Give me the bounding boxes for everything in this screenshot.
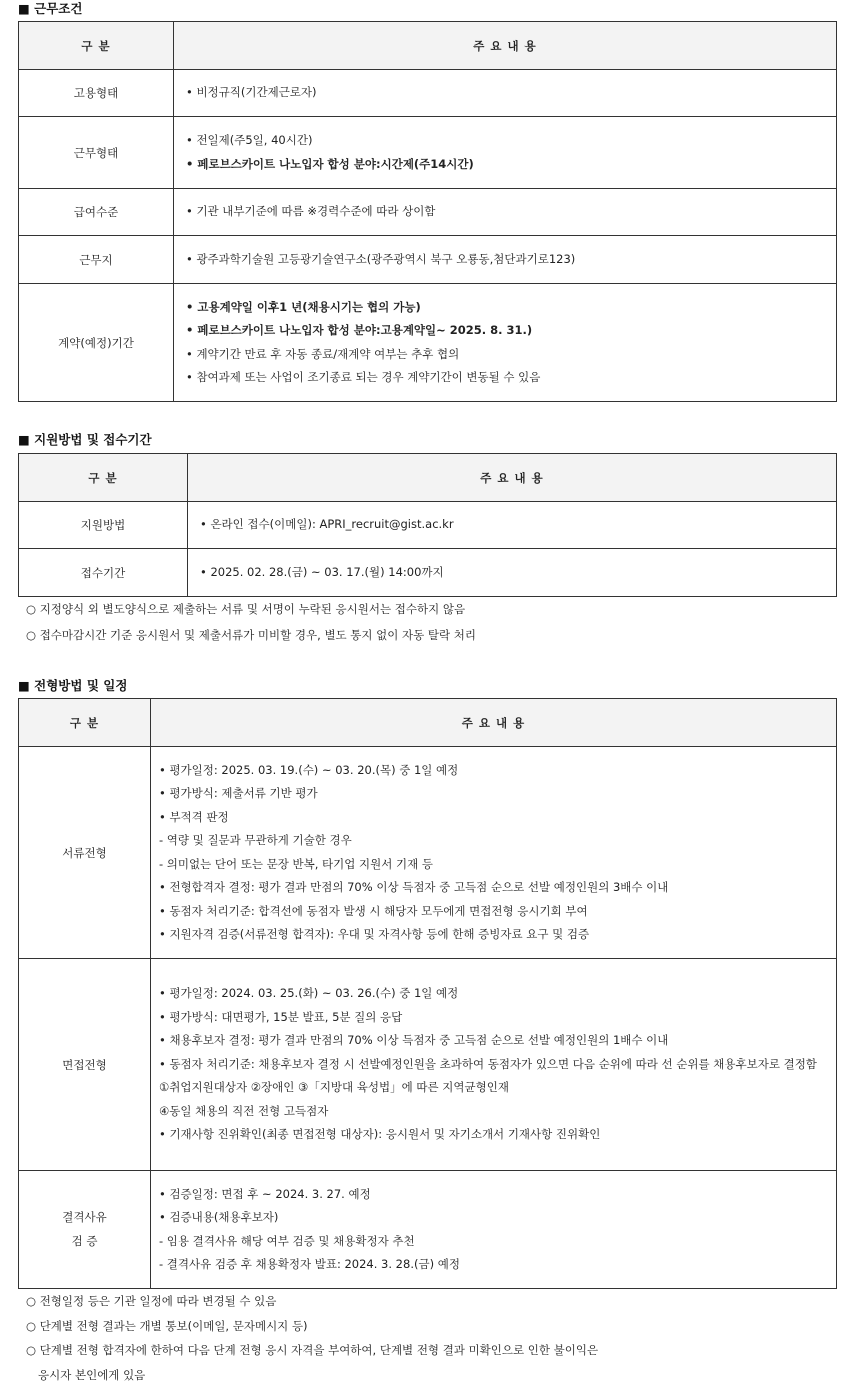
content-line: • 계약기간 만료 후 자동 종료/재계약 여부는 추후 협의 — [186, 346, 460, 361]
content-line: • 페로브스카이트 나노입자 합성 분야:고용계약일~ 2025. 8. 31.) — [186, 323, 533, 337]
content-line: - 의미없는 단어 또는 문장 반복, 타기업 지원서 기재 등 — [159, 856, 433, 871]
row-label: 서류전형 — [19, 747, 151, 959]
table-row — [19, 549, 837, 597]
table-row — [19, 959, 837, 1171]
content-line: • 동점자 처리기준: 채용후보자 결정 시 선발예정인원을 초과하여 동점자가 있으면 다음 순위에 따라 선 순위를 채용후보자로 결정함 — [159, 1056, 817, 1071]
note-item: ○ 단계별 전형 합격자에 한하여 다음 단계 전형 응시 자격을 부여하여, 단계별 전형 결과 미확인으로 인한 불이익은 — [26, 1343, 599, 1357]
table-header-row — [19, 699, 837, 747]
content-line: • 2025. 02. 28.(금) ~ 03. 17.(월) 14:00까지 — [200, 564, 444, 579]
row-content — [188, 502, 837, 549]
note-item: 응시자 본인에게 있음 — [38, 1368, 146, 1382]
content-line: • 온라인 접수(이메일): APRI_recruit@gist.ac.kr — [200, 517, 454, 532]
note-item: ○ 접수마감시간 기준 응시원서 및 제출서류가 미비할 경우, 별도 통지 없이 자동 탈락 처리 — [26, 628, 477, 642]
content-line: - 임용 결격사유 해당 여부 검증 및 채용확정자 추천 — [159, 1233, 415, 1248]
note-item: ○ 단계별 전형 결과는 개별 통보(이메일, 문자메시지 등) — [26, 1319, 308, 1333]
content-line: • 전일제(주5일, 40시간) — [186, 133, 313, 147]
content-line: • 채용후보자 결정: 평가 결과 만점의 70% 이상 득점자 중 고득점 순으로 선발 예정인원의 1배수 이내 — [159, 1033, 669, 1048]
content-line: • 페로브스카이트 나노입자 합성 분야:시간제(주14시간) — [186, 156, 474, 171]
table-row — [19, 502, 837, 549]
content-line: • 기관 내부기준에 따름 ※경력수준에 따라 상이함 — [186, 204, 436, 219]
row-content — [151, 959, 837, 1171]
row-label: 근무형태 — [19, 117, 174, 189]
content-line: • 지원자격 검증(서류전형 합격자): 우대 및 자격사항 등에 한해 증빙자료 요구 및 검증 — [159, 927, 590, 941]
row-content — [174, 189, 837, 236]
header-category: 구 분 — [19, 454, 188, 502]
content-line: • 광주과학기술원 고등광기술연구소(광주광역시 북구 오룡동,첨단과기로123) — [186, 251, 576, 266]
row-content — [174, 117, 837, 189]
header-category: 구 분 — [19, 22, 174, 70]
row-label: 계약(예정)기간 — [19, 284, 174, 402]
section-title-selection: ■ 전형방법 및 일정 — [18, 678, 128, 693]
table-row — [19, 189, 837, 236]
content-line: - 결격사유 검증 후 채용확정자 발표: 2024. 3. 28.(금) 예정 — [159, 1257, 460, 1271]
row-label: 근무지 — [19, 236, 174, 284]
content-line: • 평가방식: 제출서류 기반 평가 — [159, 786, 318, 800]
content-line: ①취업지원대상자 ②장애인 ③「지방대 육성법」에 따른 지역균형인재 — [159, 1080, 509, 1095]
table-header-row — [19, 454, 837, 502]
row-label: 지원방법 — [19, 502, 188, 549]
content-line: • 평가일정: 2025. 03. 19.(수) ~ 03. 20.(목) 중 1일 예정 — [159, 762, 459, 777]
row-content — [188, 549, 837, 597]
header-category: 구 분 — [19, 699, 151, 747]
section-title-work-conditions: ■ 근무조건 — [18, 1, 83, 16]
header-content: 주 요 내 용 — [188, 454, 837, 502]
content-line: ④동일 채용의 직전 전형 고득점자 — [159, 1103, 329, 1118]
work-conditions-table — [18, 21, 837, 402]
row-content — [151, 747, 837, 959]
row-content — [174, 236, 837, 284]
row-label: 급여수준 — [19, 189, 174, 236]
row-label — [19, 1171, 151, 1289]
table-row — [19, 236, 837, 284]
table-row — [19, 747, 837, 959]
row-label: 고용형태 — [19, 70, 174, 117]
content-line: - 역량 및 질문과 무관하게 기술한 경우 — [159, 833, 352, 847]
table-row — [19, 284, 837, 402]
row-label-line: 검 증 — [71, 1233, 98, 1248]
content-line: • 비정규직(기간제근로자) — [186, 85, 317, 100]
application-table — [18, 453, 837, 597]
content-line: • 평가일정: 2024. 03. 25.(화) ~ 03. 26.(수) 중 1일 예정 — [159, 986, 459, 1001]
row-content — [174, 70, 837, 117]
note-item: ○ 전형일정 등은 기관 일정에 따라 변경될 수 있음 — [26, 1294, 277, 1308]
selection-table — [18, 698, 837, 1289]
content-line: • 참여과제 또는 사업이 조기종료 되는 경우 계약기간이 변동될 수 있음 — [186, 370, 541, 384]
row-content — [151, 1171, 837, 1289]
section-title-application: ■ 지원방법 및 접수기간 — [18, 432, 152, 447]
row-content — [174, 284, 837, 402]
table-row — [19, 1171, 837, 1289]
content-line: • 평가방식: 대면평가, 15분 발표, 5분 질의 응답 — [159, 1009, 403, 1024]
content-line: • 전형합격자 결정: 평가 결과 만점의 70% 이상 득점자 중 고득점 순으로 선발 예정인원의 3배수 이내 — [159, 880, 669, 894]
note-item: ○ 지정양식 외 별도양식으로 제출하는 서류 및 서명이 누락된 응시원서는 접수하지 않음 — [26, 602, 466, 616]
content-line: • 기재사항 진위확인(최종 면접전형 대상자): 응시원서 및 자기소개서 기재사항 진위확인 — [159, 1127, 601, 1142]
row-label: 면접전형 — [19, 959, 151, 1171]
row-label: 접수기간 — [19, 549, 188, 597]
row-label-line: 결격사유 — [62, 1210, 107, 1224]
content-line: • 고용계약일 이후1 년(채용시기는 협의 가능) — [186, 299, 421, 314]
table-row — [19, 70, 837, 117]
table-header-row — [19, 22, 837, 70]
header-content: 주 요 내 용 — [151, 699, 837, 747]
header-content: 주 요 내 용 — [174, 22, 837, 70]
table-row — [19, 117, 837, 189]
content-line: • 검증내용(채용후보자) — [159, 1210, 279, 1224]
content-line: • 검증일정: 면접 후 ~ 2024. 3. 27. 예정 — [159, 1186, 371, 1201]
content-line: • 부적격 판정 — [159, 809, 229, 824]
content-line: • 동점자 처리기준: 합격선에 동점자 발생 시 해당자 모두에게 면접전형 응시기회 부여 — [159, 903, 588, 918]
